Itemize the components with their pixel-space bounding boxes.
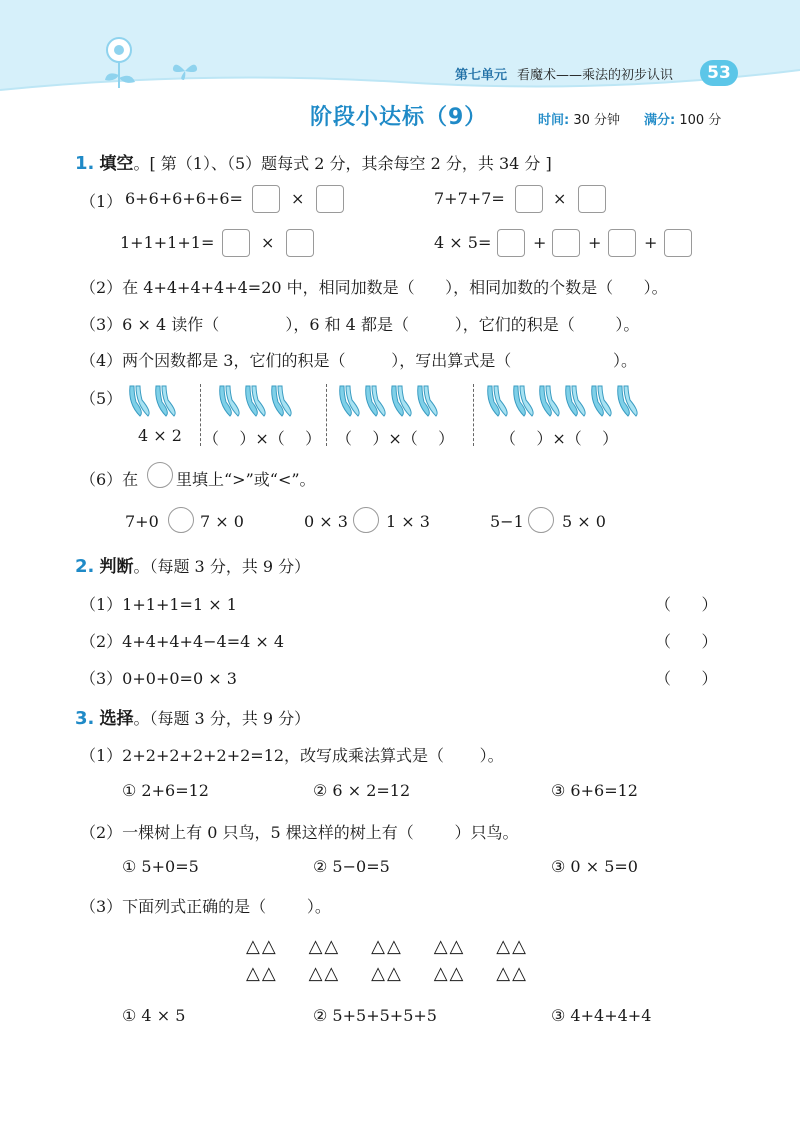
q2-heading — [75, 552, 310, 577]
q1-p1-expr-c: 1+1+1+1= — [120, 233, 215, 252]
judge-blank[interactable]: （ ） — [655, 669, 718, 688]
answer-box[interactable] — [664, 229, 692, 257]
answer-box[interactable] — [252, 185, 280, 213]
judge-blank[interactable]: （ ） — [655, 632, 718, 651]
time-value: 30 分钟 — [573, 113, 621, 128]
q3-s2: （2）一棵树上有 0 只鸟，5 棵这样的树上有（ ）只鸟。 — [80, 823, 519, 842]
q1-p3: （3）6 × 4 读作（ ），6 和 4 都是（ ），它们的积是（ ）。 — [80, 315, 640, 334]
q1-p6-b-right: 1 × 3 — [386, 512, 430, 531]
judge-blank[interactable]: （ ） — [655, 595, 718, 614]
q1-p6-b-left: 0 × 3 — [304, 512, 348, 531]
times-sign: × — [261, 233, 275, 252]
times-sign: × — [291, 189, 305, 208]
q1-p1-expr-d: 4 × 5= — [434, 233, 492, 252]
score-meta — [644, 109, 721, 128]
answer-box[interactable] — [286, 229, 314, 257]
banana-groups — [126, 382, 646, 422]
triangle-row: △△ △△ △△ △△ △△ — [246, 936, 528, 957]
plus-sign: + — [533, 233, 547, 252]
q1-heading — [75, 149, 552, 174]
q3-s1: （1）2+2+2+2+2+2=12，改写成乘法算式是（ ）。 — [80, 746, 504, 765]
q1-p6-text: 里填上“>”或“<”。 — [176, 470, 316, 489]
time-key: 时间: — [538, 113, 570, 128]
choice-option[interactable]: ② 6 × 2=12 — [313, 781, 411, 800]
q2-head: 判断 — [99, 557, 134, 577]
time-meta — [538, 109, 620, 128]
answer-box[interactable] — [578, 185, 606, 213]
q1-p4: （4）两个因数都是 3，它们的积是（ ），写出算式是（ ）。 — [80, 351, 637, 370]
compare-circle[interactable] — [528, 507, 554, 533]
page-number: 53 — [700, 60, 738, 86]
q1-p2: （2）在 4+4+4+4+4=20 中，相同加数是（ ），相同加数的个数是（ ）。 — [80, 278, 668, 297]
compare-circle[interactable] — [168, 507, 194, 533]
plus-sign: + — [644, 233, 658, 252]
score-key: 满分: — [644, 113, 676, 128]
q1-p5-blank: （ ）×（ ） — [336, 429, 455, 448]
score-value: 100 分 — [679, 113, 722, 128]
q3-heading — [75, 704, 310, 729]
q1-p6-c-left: 5−1 — [490, 512, 524, 531]
divider — [200, 384, 201, 446]
q1-p6-a-right: 7 × 0 — [200, 512, 244, 531]
choice-option[interactable]: ① 2+6=12 — [122, 781, 209, 800]
q1-p6-a-left: 7+0 — [125, 512, 159, 531]
answer-box[interactable] — [515, 185, 543, 213]
butterfly-icon — [170, 60, 200, 82]
page-title: 阶段小达标（9） — [310, 105, 488, 130]
q2-number: 2. — [75, 556, 95, 577]
answer-box[interactable] — [608, 229, 636, 257]
q1-p6-label: （6）在 — [80, 470, 139, 489]
choice-option[interactable]: ③ 4+4+4+4 — [551, 1006, 652, 1025]
choice-option[interactable]: ③ 6+6=12 — [551, 781, 638, 800]
q1-p1-expr-b: 7+7+7= — [434, 189, 505, 208]
q2-item-1: （1）1+1+1=1 × 1 — [80, 595, 237, 614]
divider — [473, 384, 474, 446]
q3-s3: （3）下面列式正确的是（ ）。 — [80, 897, 331, 916]
choice-option[interactable]: ③ 0 × 5=0 — [551, 857, 638, 876]
divider — [326, 384, 327, 446]
unit-label: 第七单元 — [455, 68, 508, 83]
q2-note: 。（每题 3 分，共 9 分） — [133, 557, 311, 576]
q1-p6-c-right: 5 × 0 — [562, 512, 606, 531]
q3-number: 3. — [75, 708, 95, 729]
choice-option[interactable]: ① 4 × 5 — [122, 1006, 186, 1025]
compare-circle-sample — [147, 462, 173, 488]
times-sign: × — [553, 189, 567, 208]
compare-circle[interactable] — [353, 507, 379, 533]
flower-icon — [95, 30, 150, 90]
answer-box[interactable] — [316, 185, 344, 213]
q1-p5-given: 4 × 2 — [138, 426, 182, 445]
q1-p5-blank: （ ）×（ ） — [500, 429, 619, 448]
q1-number: 1. — [75, 153, 95, 174]
q1-p5-label: （5） — [80, 389, 123, 408]
q3-head: 选择 — [99, 709, 134, 729]
q2-item-3: （3）0+0+0=0 × 3 — [80, 669, 237, 688]
triangle-row: △△ △△ △△ △△ △△ — [246, 963, 528, 984]
q2-item-2: （2）4+4+4+4−4=4 × 4 — [80, 632, 285, 651]
choice-option[interactable]: ② 5+5+5+5+5 — [313, 1006, 437, 1025]
answer-box[interactable] — [497, 229, 525, 257]
q1-p1-label: （1） — [80, 192, 123, 211]
q1-p1-expr-a: 6+6+6+6+6= — [125, 189, 243, 208]
answer-box[interactable] — [552, 229, 580, 257]
q1-p5-blank: （ ）×（ ） — [203, 429, 322, 448]
choice-option[interactable]: ② 5−0=5 — [313, 857, 390, 876]
choice-option[interactable]: ① 5+0=5 — [122, 857, 199, 876]
q3-note: 。（每题 3 分，共 9 分） — [133, 709, 311, 728]
q1-head: 填空 — [99, 154, 134, 174]
q1-note: 。[ 第（1）、（5）题每式 2 分，其余每空 2 分，共 34 分 ] — [133, 154, 552, 173]
answer-box[interactable] — [222, 229, 250, 257]
plus-sign: + — [588, 233, 602, 252]
unit-title: 看魔术——乘法的初步认识 — [517, 68, 674, 83]
